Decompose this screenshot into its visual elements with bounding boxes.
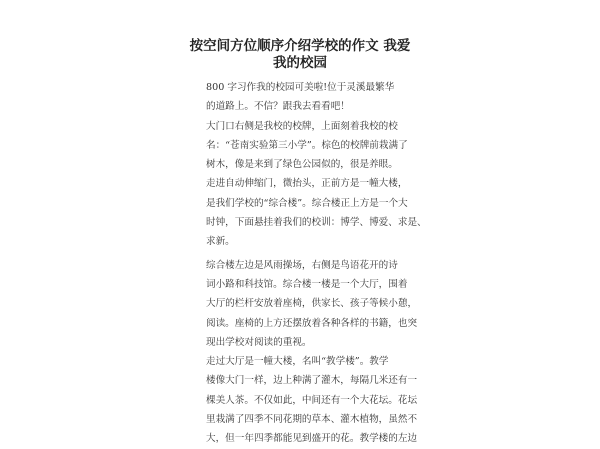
paragraph-line: 走进自动伸缩门，微抬头，正前方是一幢大楼，	[206, 178, 408, 190]
paragraph-line: 求新。	[206, 236, 235, 248]
paragraph-line: 800 字习作我的校园可美啦!位于灵溪最繁华	[206, 82, 395, 93]
article-title	[150, 38, 450, 72]
paragraph-line: 大厅的栏杆安放着座椅，供家长、孩子等候小憩，	[206, 298, 418, 310]
paragraph-line: 大门口右侧是我校的校牌，上面刻着我校的校	[206, 120, 398, 132]
paragraph-line: 树木，像是来到了绿色公园似的，很是养眼。	[206, 159, 398, 171]
paragraph-line: 楼像大门一样，边上种满了灌木，每隔几米还有一	[206, 375, 418, 387]
article-title-line-1: 按空间方位顺序介绍学校的作文 我爱	[189, 38, 411, 54]
paragraph-line: 走过大厅是一幢大楼，名叫“教学楼”。教学	[206, 356, 389, 368]
paragraph-line: 是我们学校的“综合楼”。综合楼正上方是一个大	[206, 197, 408, 209]
paragraph-line: 时钟，下面悬挂着我们的校训：博学、博爱、求是、	[206, 217, 427, 229]
paragraph-line: 大，但一年四季都能见到盛开的花。教学楼的左边	[206, 433, 418, 445]
paragraph-4	[206, 256, 418, 352]
paragraph-5	[206, 352, 418, 448]
paragraph-1	[206, 78, 395, 117]
paragraph-3	[206, 174, 427, 251]
paragraph-2	[206, 117, 408, 175]
paragraph-line: 棵美人茶。不仅如此，中间还有一个大花坛。花坛	[206, 394, 418, 406]
article-title-line-2: 我的校园	[273, 55, 327, 71]
paragraph-line: 综合楼左边是风雨操场，右侧是鸟语花开的诗	[206, 259, 398, 271]
paragraph-line: 里栽满了四季不同花期的草本、灌木植物，虽然不	[206, 414, 418, 426]
article-body	[206, 78, 427, 449]
paragraph-line: 现出学校对阅读的重视。	[206, 336, 312, 348]
paragraph-line: 词小路和科技馆。综合楼一楼是一个大厅，围着	[206, 278, 408, 290]
paragraph-line: 名：“苍南实验第三小学”。棕色的校牌前栽满了	[206, 139, 408, 151]
paragraph-line: 阅读。座椅的上方还摆放着各种各样的书籍，也突	[206, 317, 418, 329]
paragraph-line: 的道路上。不信？跟我去看看吧！	[206, 101, 350, 113]
